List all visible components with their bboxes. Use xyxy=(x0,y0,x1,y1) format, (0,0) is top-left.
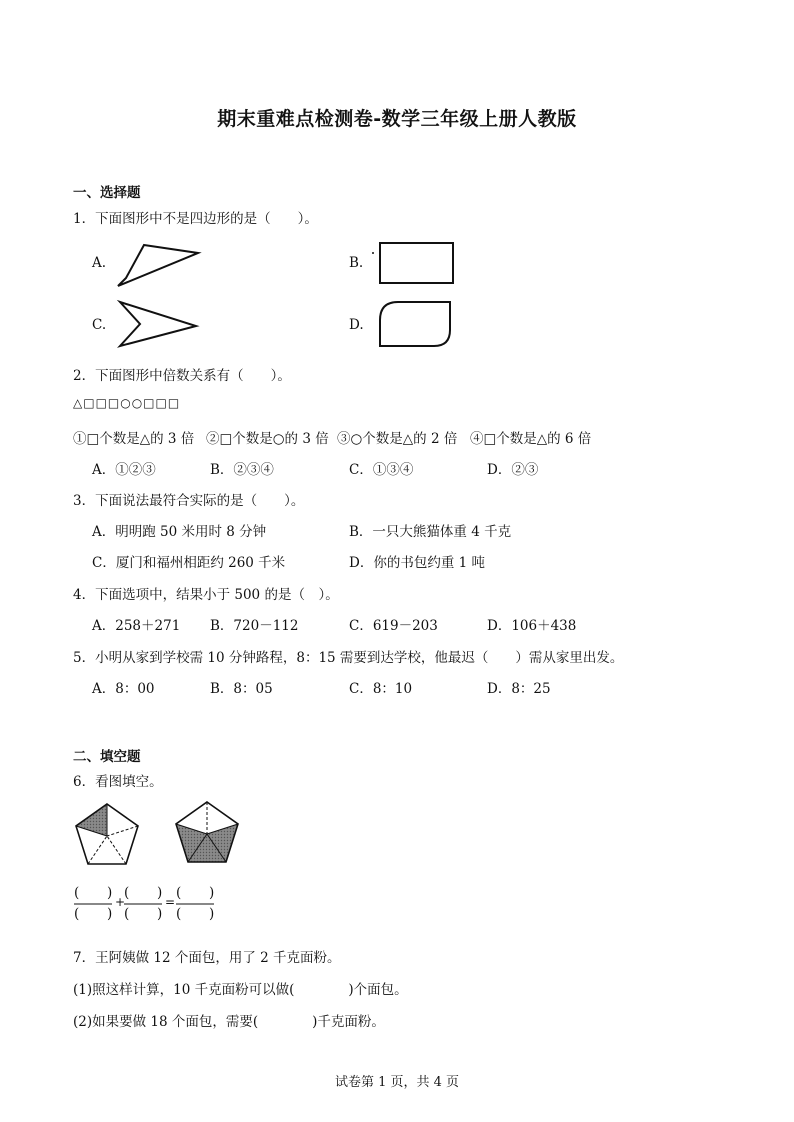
frac1-num-close: ) xyxy=(107,885,113,901)
q1-label-d: D. xyxy=(349,317,364,333)
q5-option-d: D．8：25 xyxy=(487,681,551,697)
question-5-stem: 5．小明从家到学校需 10 分钟路程，8：15 需要到达学校，他最迟（ ）需从家里出发。 xyxy=(73,650,624,666)
frac3-num-open: ( xyxy=(176,885,182,901)
q2-option-c: C．①③④ xyxy=(349,462,414,478)
question-3-stem: 3．下面说法最符合实际的是（ ）。 xyxy=(73,493,305,509)
q2-statement-3: ③○个数是△的 2 倍 xyxy=(337,431,458,447)
frac2-den-open: ( xyxy=(124,906,130,922)
q6-pentagon-three-fifths xyxy=(172,800,242,866)
q4-option-b: B．720－112 xyxy=(210,618,299,634)
q4-option-d: D．106＋438 xyxy=(487,618,577,634)
q7-part-2: (2)如果要做 18 个面包，需要( )千克面粉。 xyxy=(73,1014,385,1030)
question-6-stem: 6．看图填空。 xyxy=(73,774,163,790)
q5-option-a: A．8：00 xyxy=(92,681,155,697)
q2-statement-1: ①□个数是△的 3 倍 xyxy=(73,431,195,447)
q1-shape-b-rectangle xyxy=(368,238,460,288)
frac2-den-close: ) xyxy=(157,906,163,922)
q2-symbol-row: △□□□○○□□□ xyxy=(73,396,181,410)
q2-statement-2: ②□个数是○的 3 倍 xyxy=(206,431,329,447)
frac1-den-open: ( xyxy=(74,906,80,922)
q2-option-b: B．②③④ xyxy=(210,462,274,478)
plus-sign: + xyxy=(115,895,126,909)
q1-label-b: B. xyxy=(349,255,364,271)
question-7-stem: 7．王阿姨做 12 个面包，用了 2 千克面粉。 xyxy=(73,950,341,966)
section-heading-choice: 一、选择题 xyxy=(73,185,141,201)
q3-option-a: A．明明跑 50 米用时 8 分钟 xyxy=(92,524,267,540)
q2-option-a: A．①②③ xyxy=(92,462,156,478)
frac1-den-close: ) xyxy=(107,906,113,922)
q5-option-b: B．8：05 xyxy=(210,681,273,697)
q5-option-c: C．8：10 xyxy=(349,681,413,697)
q6-fraction-equation xyxy=(72,884,222,928)
section-heading-fill-blank: 二、填空题 xyxy=(73,749,141,765)
page-title: 期末重难点检测卷-数学三年级上册人教版 xyxy=(217,108,577,130)
question-2-stem: 2．下面图形中倍数关系有（ ）。 xyxy=(73,368,291,384)
q4-option-a: A．258＋271 xyxy=(92,618,181,634)
equals-sign: = xyxy=(165,895,176,909)
frac2-num-close: ) xyxy=(157,885,163,901)
frac3-den-close: ) xyxy=(209,906,215,922)
frac3-den-open: ( xyxy=(176,906,182,922)
q1-shape-d-rounded-quadrilateral xyxy=(372,298,458,350)
frac2-num-open: ( xyxy=(124,885,130,901)
page-footer: 试卷第 1 页，共 4 页 xyxy=(334,1075,460,1090)
frac1-num-open: ( xyxy=(74,885,80,901)
q2-option-d: D．②③ xyxy=(487,462,539,478)
q3-option-c: C．厦门和福州相距约 260 千米 xyxy=(92,555,286,571)
question-4-stem: 4．下面选项中，结果小于 500 的是（ ）。 xyxy=(73,587,339,603)
question-1-stem: 1．下面图形中不是四边形的是（ ）。 xyxy=(73,211,318,227)
q2-statement-4: ④□个数是△的 6 倍 xyxy=(470,431,592,447)
q1-label-c: C. xyxy=(92,317,107,333)
q1-shape-a-quadrilateral xyxy=(112,240,207,290)
q4-option-c: C．619－203 xyxy=(349,618,438,634)
q1-label-a: A. xyxy=(92,255,107,271)
frac3-num-close: ) xyxy=(209,885,215,901)
q3-option-b: B．一只大熊猫体重 4 千克 xyxy=(349,524,512,540)
q7-part-1: (1)照这样计算，10 千克面粉可以做( )个面包。 xyxy=(73,982,408,998)
q1-shape-c-arrowhead xyxy=(112,296,207,348)
q3-option-d: D．你的书包约重 1 吨 xyxy=(349,555,485,571)
q6-pentagon-one-fifth xyxy=(74,802,142,868)
